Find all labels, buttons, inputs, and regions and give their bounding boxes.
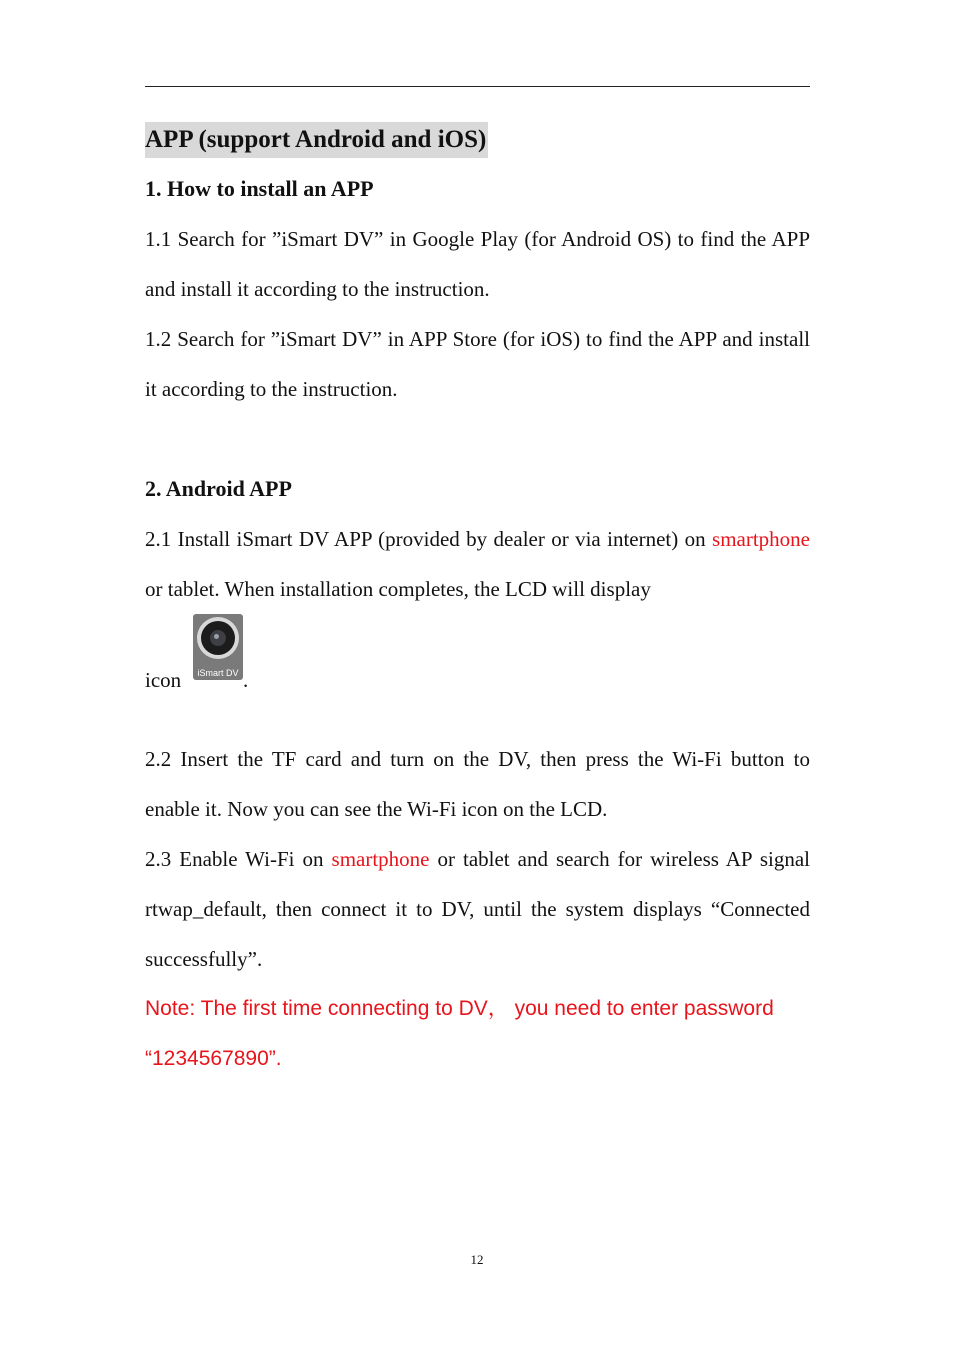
section-title: APP (support Android and iOS) (145, 122, 488, 158)
icon-line: icon iSmart DV . (145, 614, 810, 694)
install-step-1-1: 1.1 Search for ”iSmart DV” in Google Play (for Android OS) to find the APP and install it according to the instruction. (145, 227, 810, 301)
smartphone-highlight: smartphone (712, 527, 810, 551)
install-step-1-2: 1.2 Search for ”iSmart DV” in APP Store (for iOS) to find the APP and install it according to the instruction. (145, 327, 810, 401)
android-step-2-2: 2.2 Insert the TF card and turn on the DV, then press the Wi-Fi button to enable it. Now you can see the Wi-Fi icon on the LCD. (145, 747, 810, 821)
app-icon-label: iSmart DV (197, 668, 239, 678)
android-step-2-1: 2.1 Install iSmart DV APP (provided by dealer or via internet) on smartphone or tablet. When installation completes, the LCD will display (145, 527, 810, 601)
android-heading: 2. Android APP (145, 476, 292, 501)
android-step-2-3: 2.3 Enable Wi-Fi on smartphone or tablet and search for wireless AP signal rtwap_default, then connect it to DV, until the system displays “Connected successfully”. (145, 847, 810, 971)
page-number: 12 (470, 1252, 484, 1267)
install-heading: 1. How to install an APP (145, 176, 374, 201)
camera-lens-icon (197, 617, 239, 659)
icon-word: icon (145, 668, 182, 692)
smartphone-highlight-2: smartphone (331, 847, 430, 871)
password-note: Note: The first time connecting to DV， you need to enter password “1234567890”. (145, 997, 774, 1070)
page-content (145, 122, 810, 1084)
ismart-dv-app-icon (193, 614, 243, 680)
header-rule (145, 86, 810, 87)
